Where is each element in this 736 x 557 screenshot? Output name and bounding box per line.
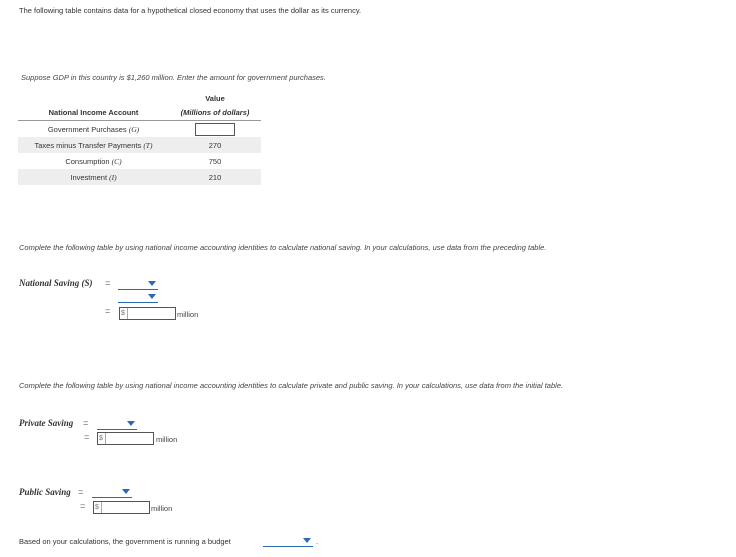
private-saving-dropdown[interactable] xyxy=(97,419,137,430)
chevron-down-icon xyxy=(148,281,156,286)
million-unit: million xyxy=(151,504,173,513)
private-saving-label: Private Saving xyxy=(19,418,74,428)
value-header: Value xyxy=(205,93,225,103)
chevron-down-icon xyxy=(303,538,311,543)
intro-text: The following table contains data for a hypothetical closed economy that uses the dollar as its currency. xyxy=(19,6,362,15)
budget-text: Based on your calculations, the government is running a budget xyxy=(19,537,231,546)
equals-sign: = xyxy=(105,306,111,316)
national-saving-input[interactable]: $ xyxy=(119,307,176,320)
account-header: National Income Account xyxy=(48,107,139,117)
equals-sign: = xyxy=(83,418,89,428)
equals-sign: = xyxy=(78,487,84,497)
national-saving-instructions: Complete the following table by using national income accounting identities to calculate national saving. In your calculations, use data from the preceding table. xyxy=(19,243,547,252)
chevron-down-icon xyxy=(127,421,135,426)
private-saving-input[interactable]: $ xyxy=(97,432,154,445)
unit-header: (Millions of dollars) xyxy=(180,107,250,117)
budget-dropdown[interactable] xyxy=(263,536,313,547)
equals-sign: = xyxy=(80,501,86,511)
government-purchases-input[interactable] xyxy=(195,123,235,136)
national-saving-dropdown-2[interactable] xyxy=(118,292,158,303)
equals-sign: = xyxy=(105,278,111,288)
equals-sign: = xyxy=(84,432,90,442)
public-saving-input[interactable]: $ xyxy=(93,501,150,514)
public-saving-dropdown[interactable] xyxy=(92,487,132,498)
table-row: Taxes minus Transfer Payments (T) 270 xyxy=(18,137,261,153)
million-unit: million xyxy=(156,435,178,444)
chevron-down-icon xyxy=(122,489,130,494)
million-unit: million xyxy=(177,310,199,319)
public-saving-label: Public Saving xyxy=(19,487,71,497)
table-row: Investment (I) 210 xyxy=(18,169,261,185)
period: . xyxy=(316,537,319,546)
income-table xyxy=(18,92,261,185)
national-saving-label: National Saving (S) xyxy=(19,278,93,288)
prompt-text: Suppose GDP in this country is $1,260 million. Enter the amount for government purchases. xyxy=(21,73,326,82)
table-row: Consumption (C) 750 xyxy=(65,156,222,166)
table-row: Government Purchases (G) xyxy=(18,121,261,138)
chevron-down-icon xyxy=(148,294,156,299)
private-public-saving-instructions: Complete the following table by using national income accounting identities to calculate private and public saving. In your calculations, use data from the initial table. xyxy=(19,381,564,390)
national-saving-dropdown-1[interactable] xyxy=(118,279,158,290)
